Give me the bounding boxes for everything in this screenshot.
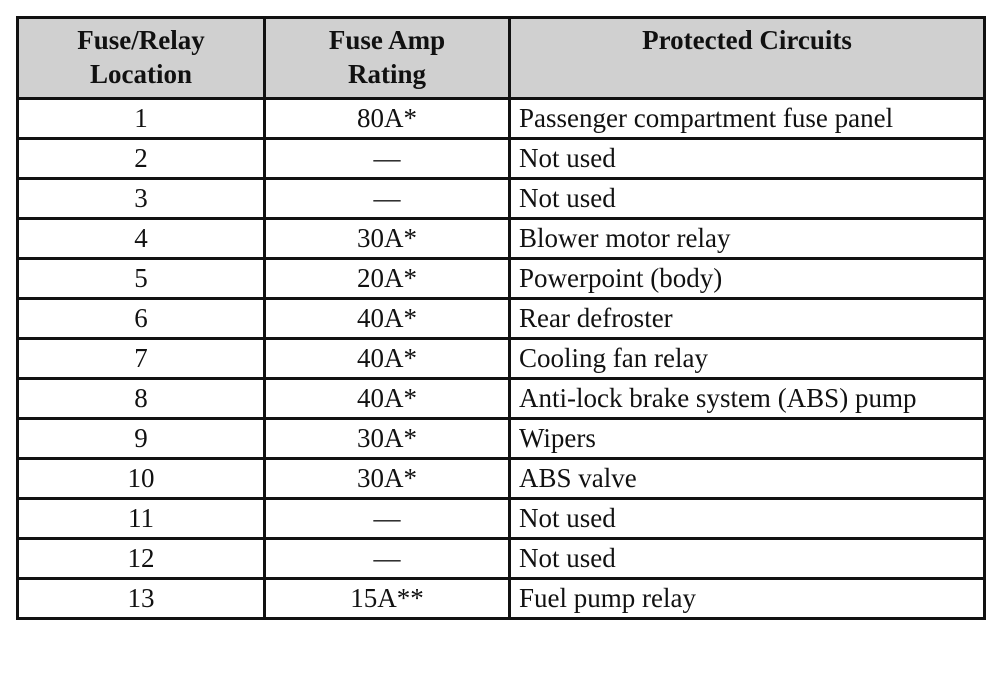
cell-amp-rating: — <box>265 139 510 179</box>
table-row <box>18 299 985 339</box>
table-row <box>18 339 985 379</box>
cell-amp-rating: 30A* <box>265 219 510 259</box>
cell-protected-circuit: Not used <box>510 539 985 579</box>
cell-location: 1 <box>18 99 265 139</box>
table-row <box>18 139 985 179</box>
table-row <box>18 419 985 459</box>
cell-amp-rating: — <box>265 499 510 539</box>
cell-location: 4 <box>18 219 265 259</box>
cell-protected-circuit: Not used <box>510 139 985 179</box>
cell-protected-circuit: Cooling fan relay <box>510 339 985 379</box>
cell-protected-circuit: Fuel pump relay <box>510 579 985 619</box>
table-body <box>18 99 985 619</box>
cell-amp-rating: 40A* <box>265 299 510 339</box>
cell-location: 6 <box>18 299 265 339</box>
cell-location: 7 <box>18 339 265 379</box>
table-row <box>18 219 985 259</box>
header-location-line-1: Fuse/Relay <box>77 25 205 55</box>
table-row <box>18 179 985 219</box>
cell-amp-rating: 20A* <box>265 259 510 299</box>
table-row <box>18 379 985 419</box>
table-row <box>18 259 985 299</box>
header-location-line-2: Location <box>89 59 192 89</box>
cell-location: 13 <box>18 579 265 619</box>
header-amp-rating <box>265 18 510 99</box>
table-row <box>18 539 985 579</box>
cell-amp-rating: 30A* <box>265 459 510 499</box>
cell-protected-circuit: Wipers <box>510 419 985 459</box>
cell-protected-circuit: Passenger compartment fuse panel <box>510 99 985 139</box>
cell-amp-rating: 40A* <box>265 339 510 379</box>
table-row <box>18 99 985 139</box>
cell-location: 2 <box>18 139 265 179</box>
cell-amp-rating: 40A* <box>265 379 510 419</box>
cell-amp-rating: 15A** <box>265 579 510 619</box>
cell-location: 12 <box>18 539 265 579</box>
table-row <box>18 459 985 499</box>
cell-protected-circuit: ABS valve <box>510 459 985 499</box>
cell-amp-rating: 30A* <box>265 419 510 459</box>
cell-protected-circuit: Anti-lock brake system (ABS) pump <box>510 379 985 419</box>
cell-protected-circuit: Blower motor relay <box>510 219 985 259</box>
cell-protected-circuit: Rear defroster <box>510 299 985 339</box>
cell-location: 8 <box>18 379 265 419</box>
cell-location: 11 <box>18 499 265 539</box>
cell-protected-circuit: Not used <box>510 179 985 219</box>
header-location <box>18 18 265 99</box>
cell-amp-rating: — <box>265 179 510 219</box>
header-row <box>18 18 985 99</box>
header-protected-circuits <box>510 18 985 99</box>
header-amp-line-1: Fuse Amp <box>328 25 446 55</box>
cell-location: 3 <box>18 179 265 219</box>
header-circuits-line-1: Protected Circuits <box>642 25 852 55</box>
table-row <box>18 579 985 619</box>
cell-amp-rating: 80A* <box>265 99 510 139</box>
cell-location: 5 <box>18 259 265 299</box>
cell-amp-rating: — <box>265 539 510 579</box>
cell-location: 10 <box>18 459 265 499</box>
cell-protected-circuit: Not used <box>510 499 985 539</box>
fuse-relay-table <box>16 16 986 620</box>
table-row <box>18 499 985 539</box>
header-amp-line-2: Rating <box>347 59 426 89</box>
cell-location: 9 <box>18 419 265 459</box>
table-header <box>18 18 985 99</box>
cell-protected-circuit: Powerpoint (body) <box>510 259 985 299</box>
